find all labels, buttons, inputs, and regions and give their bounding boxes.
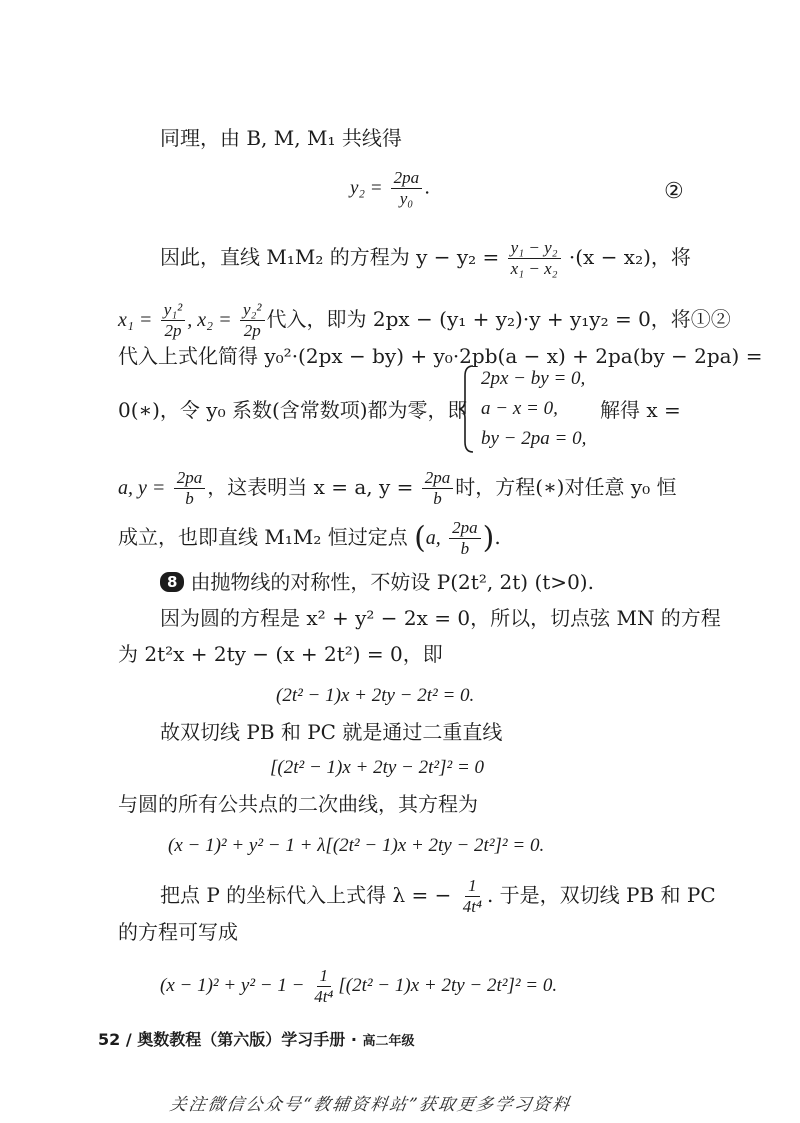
- equation-y2-lhs: y₂ =: [350, 177, 383, 199]
- text-segment: 因此，直线 M₁M₂ 的方程为 y − y₂ =: [160, 245, 500, 269]
- fraction-numerator: y₁²: [161, 300, 186, 321]
- fraction-numerator: y₂²: [240, 300, 265, 321]
- fraction-numerator: 1: [465, 876, 480, 897]
- text-line-coefficients: 0(∗)，令 y₀ 系数(含常数项)都为零，即: [118, 398, 468, 422]
- text-line-circle: 因为圆的方程是 x² + y² − 2x = 0，所以，切点弦 MN 的方程: [160, 606, 721, 630]
- text-segment: 成立，也即直线 M₁M₂ 恒过定点: [118, 525, 408, 549]
- text-line-collinear: 同理，由 B, M, M₁ 共线得: [160, 126, 402, 150]
- fraction: [508, 238, 561, 279]
- equation-final: [160, 966, 557, 1007]
- text-segment: 代入，即为 2px − (y₁ + y₂)·y + y₁y₂ = 0，将①②: [266, 307, 731, 331]
- text-segment: a,: [425, 527, 441, 549]
- grade-label: 高二年级: [362, 1034, 415, 1049]
- fraction-denominator: b: [433, 489, 442, 508]
- text-line-chord: 为 2t²x + 2ty − (x + 2t²) = 0，即: [118, 642, 443, 666]
- system-equation-1: 2px − by = 0,: [481, 368, 586, 389]
- fraction-denominator: y₀: [399, 189, 414, 208]
- text-line-substitution: [118, 300, 731, 341]
- fraction-denominator: 2p: [243, 321, 261, 340]
- text-segment: ·(x − x₂)，将: [568, 245, 691, 269]
- text-line-conic: 与圆的所有公共点的二次曲线，其方程为: [118, 792, 478, 816]
- text-segment: x₁ =: [118, 309, 153, 331]
- equation-y2: y₂ = $\frac{2pa}{\text{y₀}}$ .: [350, 168, 431, 208]
- brace-icon: [457, 364, 477, 454]
- page-number: 52: [98, 1030, 121, 1049]
- page-footer: [98, 1027, 415, 1050]
- problem-number-badge: 8: [160, 572, 184, 592]
- fraction-denominator: 2p: [164, 321, 182, 340]
- text-segment: , x₂ =: [187, 309, 232, 331]
- text-segment: (x − 1)² + y² − 1 −: [160, 974, 305, 996]
- equation-conic: (x − 1)² + y² − 1 + λ[(2t² − 1)x + 2ty − 2t²]² = 0.: [168, 835, 545, 856]
- fraction-numerator: 1: [317, 966, 332, 987]
- text-line-solve: 解得 x =: [600, 398, 681, 422]
- fraction: [449, 518, 481, 559]
- fraction: [311, 966, 336, 1007]
- fraction-numerator: 2pa: [449, 518, 481, 539]
- text-segment: 由抛物线的对称性，不妨设 P(2t², 2t) (t>0).: [190, 570, 594, 594]
- equation-marker-2: ②: [664, 179, 684, 204]
- system-equation-3: by − 2pa = 0,: [481, 428, 587, 449]
- fraction: [460, 876, 485, 917]
- text-segment: [(2t² − 1)x + 2ty − 2t²]² = 0.: [338, 974, 558, 996]
- text-segment: . 于是，双切线 PB 和 PC: [486, 883, 716, 907]
- text-line-double-tangent: 故双切线 PB 和 PC 就是通过二重直线: [160, 720, 503, 744]
- fraction-numerator: y₁ − y₂: [508, 238, 561, 259]
- fraction: [174, 468, 206, 509]
- fraction: [422, 468, 454, 509]
- text-segment: ，这表明当 x = a, y =: [207, 475, 414, 499]
- fraction: [161, 300, 186, 341]
- fraction-numerator: 2pa: [174, 468, 206, 489]
- text-line-fixed-point: [118, 468, 677, 509]
- problem-8-intro: [160, 568, 594, 596]
- book-title: / 奥数教程（第六版）学习手册 ·: [125, 1030, 357, 1049]
- text-segment: 时，方程(∗)对任意 y₀ 恒: [455, 475, 677, 499]
- equation-double-line: [(2t² − 1)x + 2ty − 2t²]² = 0: [270, 757, 485, 778]
- text-segment: 把点 P 的坐标代入上式得 λ = −: [160, 883, 452, 907]
- fraction-denominator: 4t⁴: [314, 987, 334, 1006]
- fraction-denominator: b: [460, 539, 470, 558]
- text-line-m1m2-equation: [160, 238, 691, 279]
- fraction-denominator: b: [185, 489, 194, 508]
- text-line-lambda: [160, 876, 716, 917]
- equation-chord-mn: (2t² − 1)x + 2ty − 2t² = 0.: [276, 685, 475, 706]
- fraction: [240, 300, 265, 341]
- handwritten-watermark: 关注微信公众号“教辅资料站”获取更多学习资料: [168, 1095, 573, 1115]
- fraction-numerator: 2pa: [422, 468, 454, 489]
- fraction-denominator: x₁ − x₂: [510, 259, 558, 278]
- system-equation-2: a − x = 0,: [481, 398, 558, 419]
- text-line-simplify: 代入上式化简得 y₀²·(2px − by) + y₀·2pb(a − x) + 2pa(by − 2pa) =: [118, 344, 763, 368]
- fraction-numerator: 2pa: [391, 168, 423, 189]
- fraction-denominator: 4t⁴: [462, 897, 482, 916]
- text-line-conclusion: 成立，也即直线 M₁M₂ 恒过定点 (a, $\frac{2pa}{b}$ ).: [118, 518, 501, 558]
- text-line-form: 的方程可写成: [118, 920, 238, 944]
- text-segment: a, y =: [118, 477, 166, 499]
- fraction: [391, 168, 423, 209]
